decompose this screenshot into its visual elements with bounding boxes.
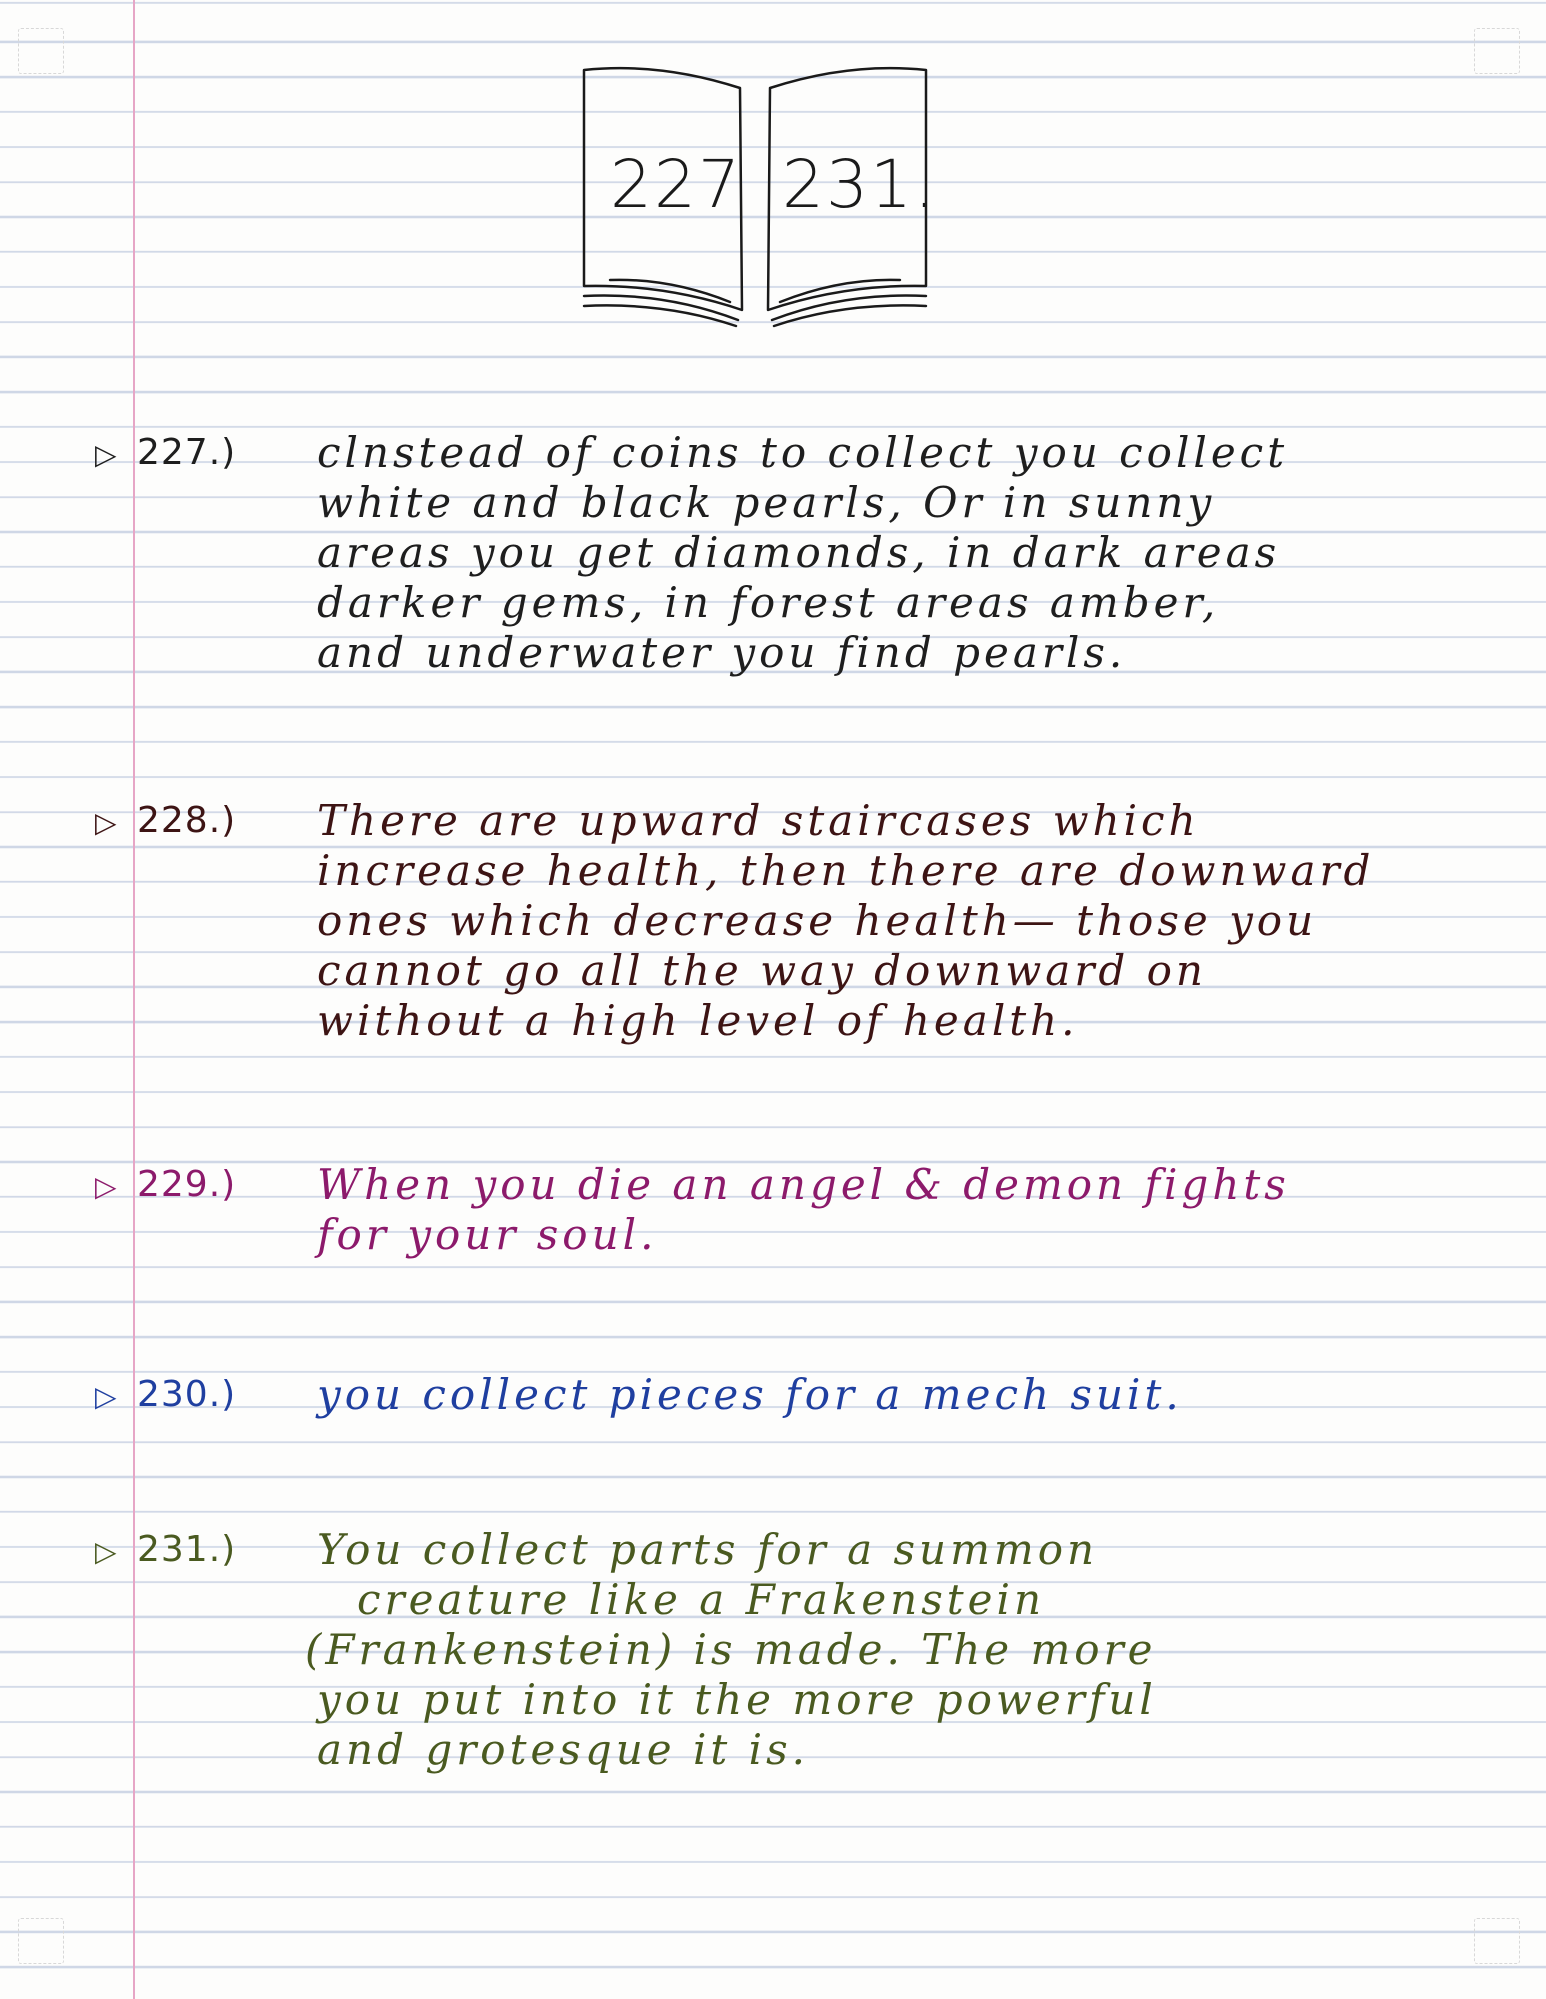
entry-text: [317, 1160, 1517, 1260]
entry-line: darker gems, in forest areas amber,: [317, 578, 1220, 627]
triangle-marker-icon: ▷: [95, 1380, 117, 1413]
entry-line: You collect parts for a summon: [317, 1525, 1099, 1574]
entry-line: creature like a Frakenstein: [357, 1575, 1046, 1624]
entry-line: ones which decrease health— those you: [317, 896, 1318, 945]
triangle-marker-icon: ▷: [95, 438, 117, 471]
entry-number: 227.): [137, 432, 237, 473]
entry-line: and grotesque it is.: [317, 1725, 810, 1774]
entry-number: 230.): [137, 1374, 237, 1415]
entry-line: (Frankenstein) is made. The more: [305, 1625, 1157, 1674]
triangle-marker-icon: ▷: [95, 1535, 117, 1568]
entry-number: 229.): [137, 1164, 237, 1205]
book-right-page-number: 231.: [782, 146, 937, 223]
entry-line: areas you get diamonds, in dark areas: [317, 528, 1281, 577]
entry-line: and underwater you find pearls.: [317, 628, 1127, 677]
entry-line: you collect pieces for a mech suit.: [317, 1370, 1183, 1419]
entry-line: white and black pearls, Or in sunny: [317, 478, 1216, 527]
entry-number: 228.): [137, 800, 237, 841]
entry-line: without a high level of health.: [317, 996, 1079, 1045]
entry-text: [317, 428, 1517, 678]
corner-mark-bottom-left: [18, 1918, 64, 1964]
entry-line: When you die an angel & demon fights: [317, 1160, 1290, 1209]
entry-line: clnstead of coins to collect you collect: [317, 428, 1289, 477]
entry-line: for your soul.: [317, 1210, 658, 1259]
entry-line: increase health, then there are downward: [317, 846, 1375, 895]
triangle-marker-icon: ▷: [95, 806, 117, 839]
book-drawing: [570, 58, 940, 328]
entry-text: [305, 1525, 1517, 1775]
book-left-page-number: 227: [610, 146, 742, 223]
entry-number: 231.): [137, 1529, 237, 1570]
corner-mark-bottom-right: [1474, 1918, 1520, 1964]
entry-line: you put into it the more powerful: [317, 1675, 1157, 1724]
entry-line: There are upward staircases which: [317, 796, 1200, 845]
corner-mark-top-left: [18, 28, 64, 74]
triangle-marker-icon: ▷: [95, 1170, 117, 1203]
entry-text: [317, 1370, 1517, 1420]
margin-line: [133, 0, 135, 1999]
entry-line: cannot go all the way downward on: [317, 946, 1207, 995]
corner-mark-top-right: [1474, 28, 1520, 74]
entry-text: [317, 796, 1517, 1046]
